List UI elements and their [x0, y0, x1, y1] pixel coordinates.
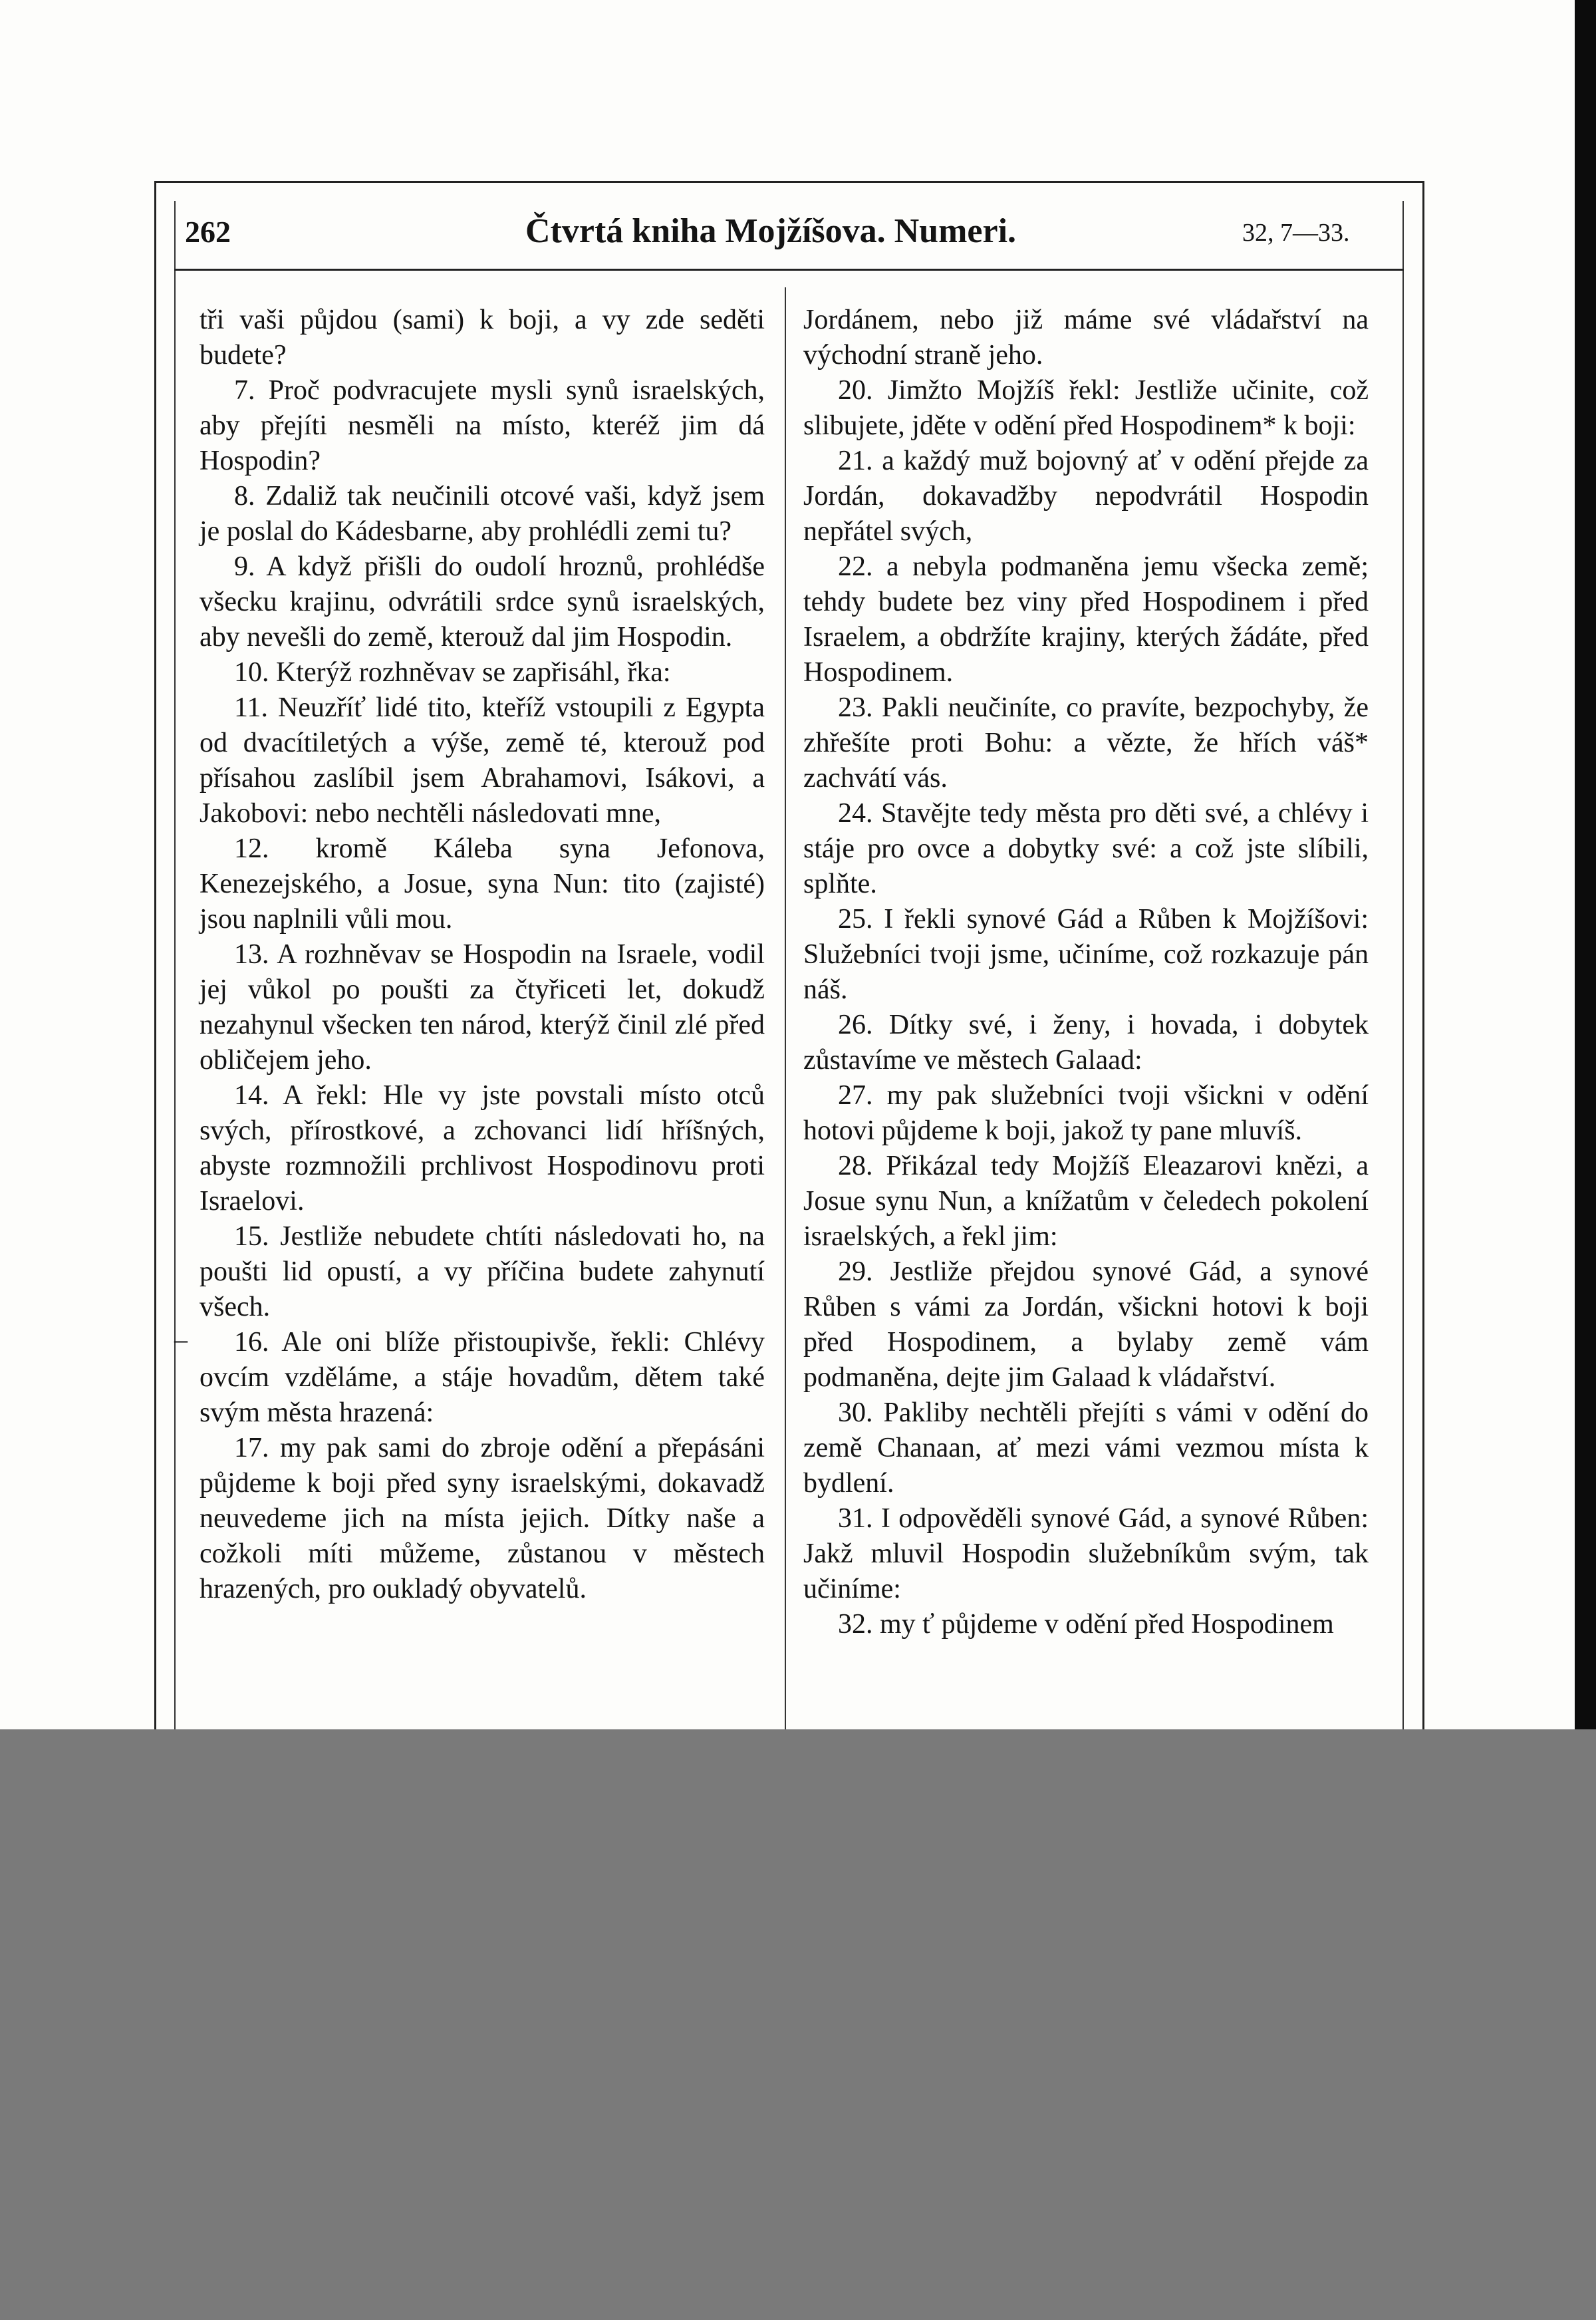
verse-13: 13. A rozhněvav se Hospodin na Israele, vodil jej vůkol po poušti za čtyřiceti let, dokudž nezahynul všecken ten národ, kterýž činil zlé před obličejem jeho. [200, 939, 765, 1076]
page-frame-top [154, 181, 1424, 183]
inner-frame-left [174, 201, 176, 1729]
verse-21: 21. a každý muž bojovný ať v odění přejde za Jordán, dokavadžby nepodvrátil Hospodin nepřátel svých, [803, 446, 1369, 547]
verse-27: 27. my pak služebníci tvoji všickni v odění hotovi půjdeme k boji, jakož ty pane mluvíš. [803, 1080, 1369, 1146]
verse-continuation: Jordánem, nebo již máme své vládařství na východní straně jeho. [803, 305, 1369, 370]
verse-17: 17. my pak sami do zbroje odění a přepásáni půjdeme k boji před syny israelskými, dokavadž neuvedeme jich na místa jejich. Dítky naše a cožkoli míti můžeme, zůstanou v městech hrazených, pro oukladý obyvatelů. [200, 1433, 765, 1604]
inner-frame-right [1402, 201, 1404, 1729]
verse-16: 16. Ale oni blíže přistoupivše, řekli: Chlévy ovcím vzděláme, a stáje hovadům, dětem také svým města hrazená: [200, 1327, 765, 1428]
verse-30: 30. Pakliby nechtěli přejíti s vámi v odění do země Chanaan, ať mezi vámi vezmou místa k bydlení. [803, 1397, 1369, 1499]
verse-20: 20. Jimžto Mojžíš řekl: Jestliže učinite, což slibujete, jděte v odění před Hospodinem* k boji: [803, 375, 1369, 441]
verse-range: 32, 7—33. [1242, 219, 1350, 247]
page-frame-right [1422, 181, 1424, 1729]
left-column [200, 303, 765, 1607]
margin-mark: – [174, 1324, 188, 1354]
verse-31: 31. I odpověděli synové Gád, a synové Růben: Jakž mluvil Hospodin služebníkům svým, tak učiníme: [803, 1503, 1369, 1604]
verse-12: 12. kromě Káleba syna Jefonova, Kenezejského, a Josue, syna Nun: tito (zajisté) jsou naplnili vůli mou. [200, 833, 765, 935]
verse-14: 14. A řekl: Hle vy jste povstali místo otců svých, přírostkové, a zchovanci lidí hříšných, abyste rozmnožili prchlivost Hospodinovu proti Israelovi. [200, 1080, 765, 1217]
verse-28: 28. Přikázal tedy Mojžíš Eleazarovi knězi, a Josue synu Nun, a knížatům v čeledech pokolení israelských, a řekl jim: [803, 1151, 1369, 1252]
verse-32: 32. my ť půjdeme v odění před Hospodinem [838, 1609, 1334, 1640]
verse-29: 29. Jestliže přejdou synové Gád, a synové Růben s vámi za Jordán, všickni hotovi k boji před Hospodinem, a bylaby země vám podmaněna, dejte jim Galaad k vládařství. [803, 1256, 1369, 1393]
verse-10: 10. Kterýž rozhněvav se zapřisáhl, řka: [234, 657, 671, 688]
verse-25: 25. I řekli synové Gád a Růben k Mojžíšovi: Služebníci tvoji jsme, učiníme, což rozkazuje pán náš. [803, 904, 1369, 1005]
header-rule [174, 269, 1404, 271]
empty-scan-area [0, 1729, 1596, 2320]
verse-22: 22. a nebyla podmaněna jemu všecka země; tehdy budete bez viny před Hospodinem i před Israelem, a obdržíte krajiny, kterých žádáte, před Hospodinem. [803, 551, 1369, 688]
verse-11: 11. Neuzříť lidé tito, kteříž vstoupili z Egypta od dvacítiletých a výše, země té, kterouž pod přísahou zaslíbil jsem Abrahamovi, Isákovi, a Jakobovi: nebo nechtěli následovati mne, [200, 692, 765, 829]
verse-23: 23. Pakli neučiníte, co pravíte, bezpochyby, že zhřešíte proti Bohu: a vězte, že hřích váš* zachvátí vás. [803, 692, 1369, 794]
verse-9: 9. A když přišli do oudolí hroznů, prohlédše všecku krajinu, odvrátili srdce synů israelských, aby nevešli do země, kterouž dal jim Hospodin. [200, 551, 765, 652]
scan-edge-strip [1575, 0, 1596, 1729]
verse-26: 26. Dítky své, i ženy, i hovada, i dobytek zůstavíme ve městech Galaad: [803, 1010, 1369, 1076]
page-frame-left [154, 181, 156, 1729]
verse-7: 7. Proč podvracujete mysli synů israelských, aby přejíti nesměli na místo, kteréž jim dá Hospodin? [200, 375, 765, 476]
right-column [803, 303, 1369, 1642]
column-divider [785, 287, 786, 1729]
verse-continuation: tři vaši půjdou (sami) k boji, a vy zde seděti budete? [200, 305, 765, 370]
verse-8: 8. Zdaliž tak neučinili otcové vaši, když jsem je poslal do Kádesbarne, aby prohlédli zemi tu? [200, 481, 765, 547]
running-title: Čtvrtá kniha Mojžíšova. Numeri. [525, 212, 1017, 250]
verse-24: 24. Stavějte tedy města pro děti své, a chlévy i stáje pro ovce a dobytky své: a což jste slíbili, splňte. [803, 798, 1369, 899]
verse-15: 15. Jestliže nebudete chtíti následovati ho, na poušti lid opustí, a vy příčina budete zahynutí všech. [200, 1221, 765, 1322]
page-number: 262 [185, 215, 231, 249]
